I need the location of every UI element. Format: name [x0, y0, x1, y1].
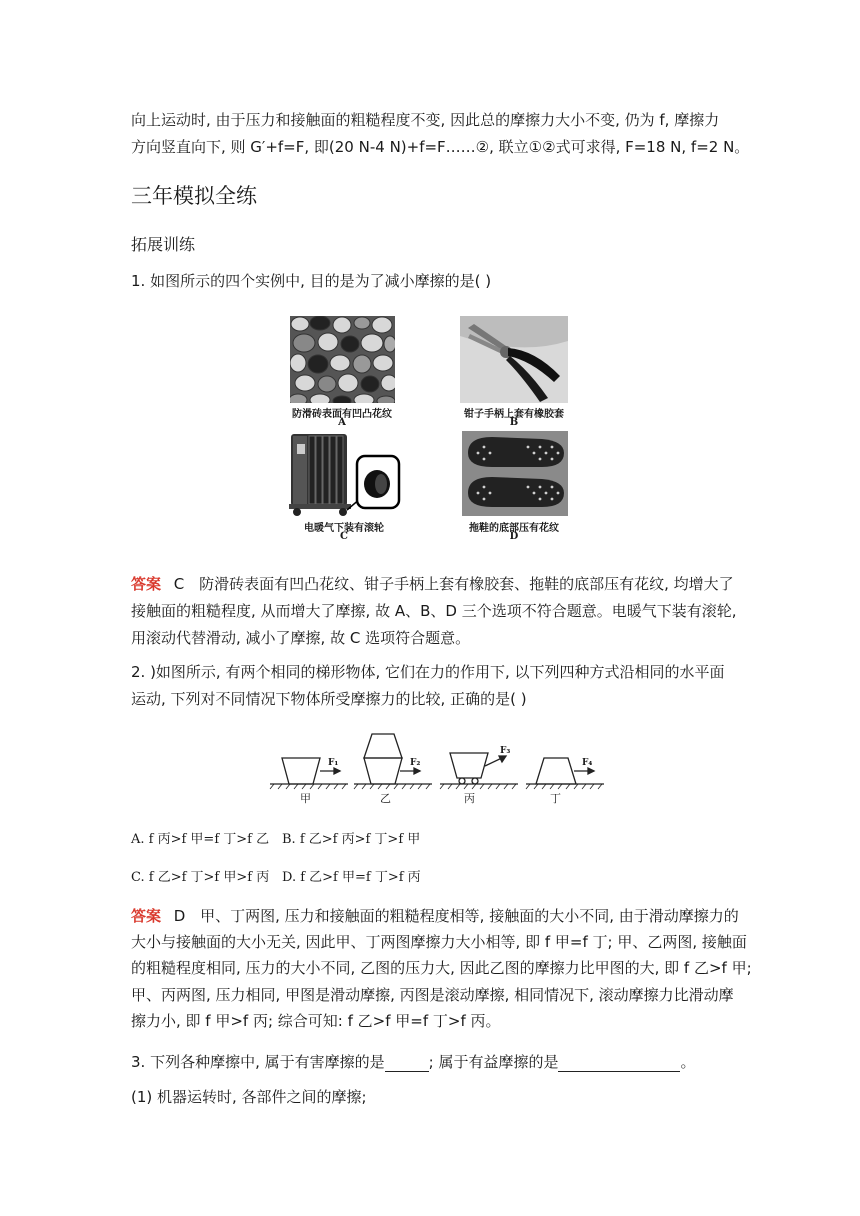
q1-answer-line-1	[131, 574, 734, 594]
heater-image	[285, 430, 403, 518]
fig-a-caption: 防滑砖表面有凹凸花纹	[292, 409, 392, 420]
answer-choice: D	[173, 907, 186, 925]
diagram-label-yi: 乙	[380, 792, 391, 805]
fig-b-caption: 钳子手柄上套有橡胶套	[464, 409, 564, 420]
q2-option-d: D. f 乙>f 甲=f 丁>f 丙	[282, 870, 421, 885]
trapezoid-diagram	[268, 726, 613, 804]
intro-line-2: 方向竖直向下, 则 G′+f=F, 即(20 N-4 N)+f=F……②, 联立①②式可求得, F=18 N, f=2 N。	[131, 138, 750, 156]
q1-figure	[280, 313, 580, 545]
q3-stem-part-2: ; 属于有益摩擦的是	[428, 1053, 559, 1071]
answer-text: 防滑砖表面有凹凸花纹、钳子手柄上套有橡胶套、拖鞋的底部压有花纹, 均增大了	[199, 575, 734, 593]
force-label-2: F₂	[410, 758, 421, 768]
fig-d-caption: 拖鞋的底部压有花纹	[469, 523, 559, 534]
slipper-sole-image	[462, 431, 568, 516]
fig-c-letter: C	[340, 531, 348, 542]
fig-b-letter: B	[509, 417, 519, 428]
fig-d-letter: D	[509, 531, 519, 542]
force-label-4: F₄	[582, 758, 593, 768]
answer-label: 答案	[131, 575, 162, 593]
intro-line-1: 向上运动时, 由于压力和接触面的粗糙程度不变, 因此总的摩擦力大小不变, 仍为 f, 摩擦力	[131, 111, 720, 129]
q2-figure	[268, 726, 613, 804]
diagram-label-ding: 丁	[550, 792, 561, 805]
q2-option-a: A. f 丙>f 甲=f 丁>f 乙	[131, 832, 270, 847]
q2-option-c: C. f 乙>f 丁>f 甲>f 丙	[131, 870, 270, 885]
force-label-1: F₁	[328, 758, 339, 768]
q2-stem-line-1: 2. )如图所示, 有两个相同的梯形物体, 它们在力的作用下, 以下列四种方式沿相同的水平面	[131, 663, 725, 681]
q2-stem-line-2: 运动, 下列对不同情况下物体所受摩擦力的比较, 正确的是( )	[131, 690, 527, 708]
subsection-title: 拓展训练	[131, 235, 196, 254]
q2-answer-line-2: 大小与接触面的大小无关, 因此甲、丁两图摩擦力大小相等, 即 f 甲=f 丁; 甲、乙两图, 接触面	[131, 933, 747, 951]
harmful-friction-blank[interactable]	[385, 1055, 429, 1072]
fig-c-caption: 电暖气下装有滚轮	[304, 523, 384, 534]
q3-item-1: (1) 机器运转时, 各部件之间的摩擦;	[131, 1088, 367, 1106]
q3-stem-part-1: 3. 下列各种摩擦中, 属于有害摩擦的是	[131, 1053, 385, 1071]
q1-answer-line-3: 用滚动代替滑动, 减小了摩擦, 故 C 选项符合题意。	[131, 629, 471, 647]
fig-a-letter: A	[338, 417, 346, 428]
section-title: 三年模拟全练	[131, 184, 257, 208]
q1-answer-line-2: 接触面的粗糙程度, 从而增大了摩擦, 故 A、B、D 三个选项不符合题意。电暖气下装有滚轮,	[131, 602, 737, 620]
diagram-label-bing: 丙	[464, 792, 475, 805]
beneficial-friction-blank[interactable]	[558, 1055, 680, 1072]
q2-option-b: B. f 乙>f 丙>f 丁>f 甲	[282, 832, 421, 847]
answer-text: 甲、丁两图, 压力和接触面的粗糙程度相等, 接触面的大小不同, 由于滑动摩擦力的	[200, 907, 739, 925]
q3-stem-end: 。	[680, 1053, 696, 1071]
q2-answer-line-5: 擦力小, 即 f 甲>f 丙; 综合可知: f 乙>f 甲=f 丁>f 丙。	[131, 1012, 501, 1030]
q1-stem: 1. 如图所示的四个实例中, 目的是为了减小摩擦的是( )	[131, 272, 492, 290]
q2-answer-line-3: 的粗糙程度相同, 压力的大小不同, 乙图的压力大, 因此乙图的摩擦力比甲图的大, 即 f 乙>f 甲;	[131, 959, 752, 977]
pliers-image	[460, 316, 568, 403]
answer-choice: C	[173, 575, 185, 593]
diagram-label-jia: 甲	[300, 792, 311, 805]
anti-slip-tile-image	[290, 316, 395, 403]
force-label-3: F₃	[500, 746, 511, 756]
answer-label: 答案	[131, 907, 162, 925]
q2-answer-line-4: 甲、丙两图, 压力相同, 甲图是滑动摩擦, 丙图是滚动摩擦, 相同情况下, 滚动摩擦力比滑动摩	[131, 986, 734, 1004]
q2-answer-line-1	[131, 906, 739, 926]
q3-stem	[131, 1052, 695, 1072]
